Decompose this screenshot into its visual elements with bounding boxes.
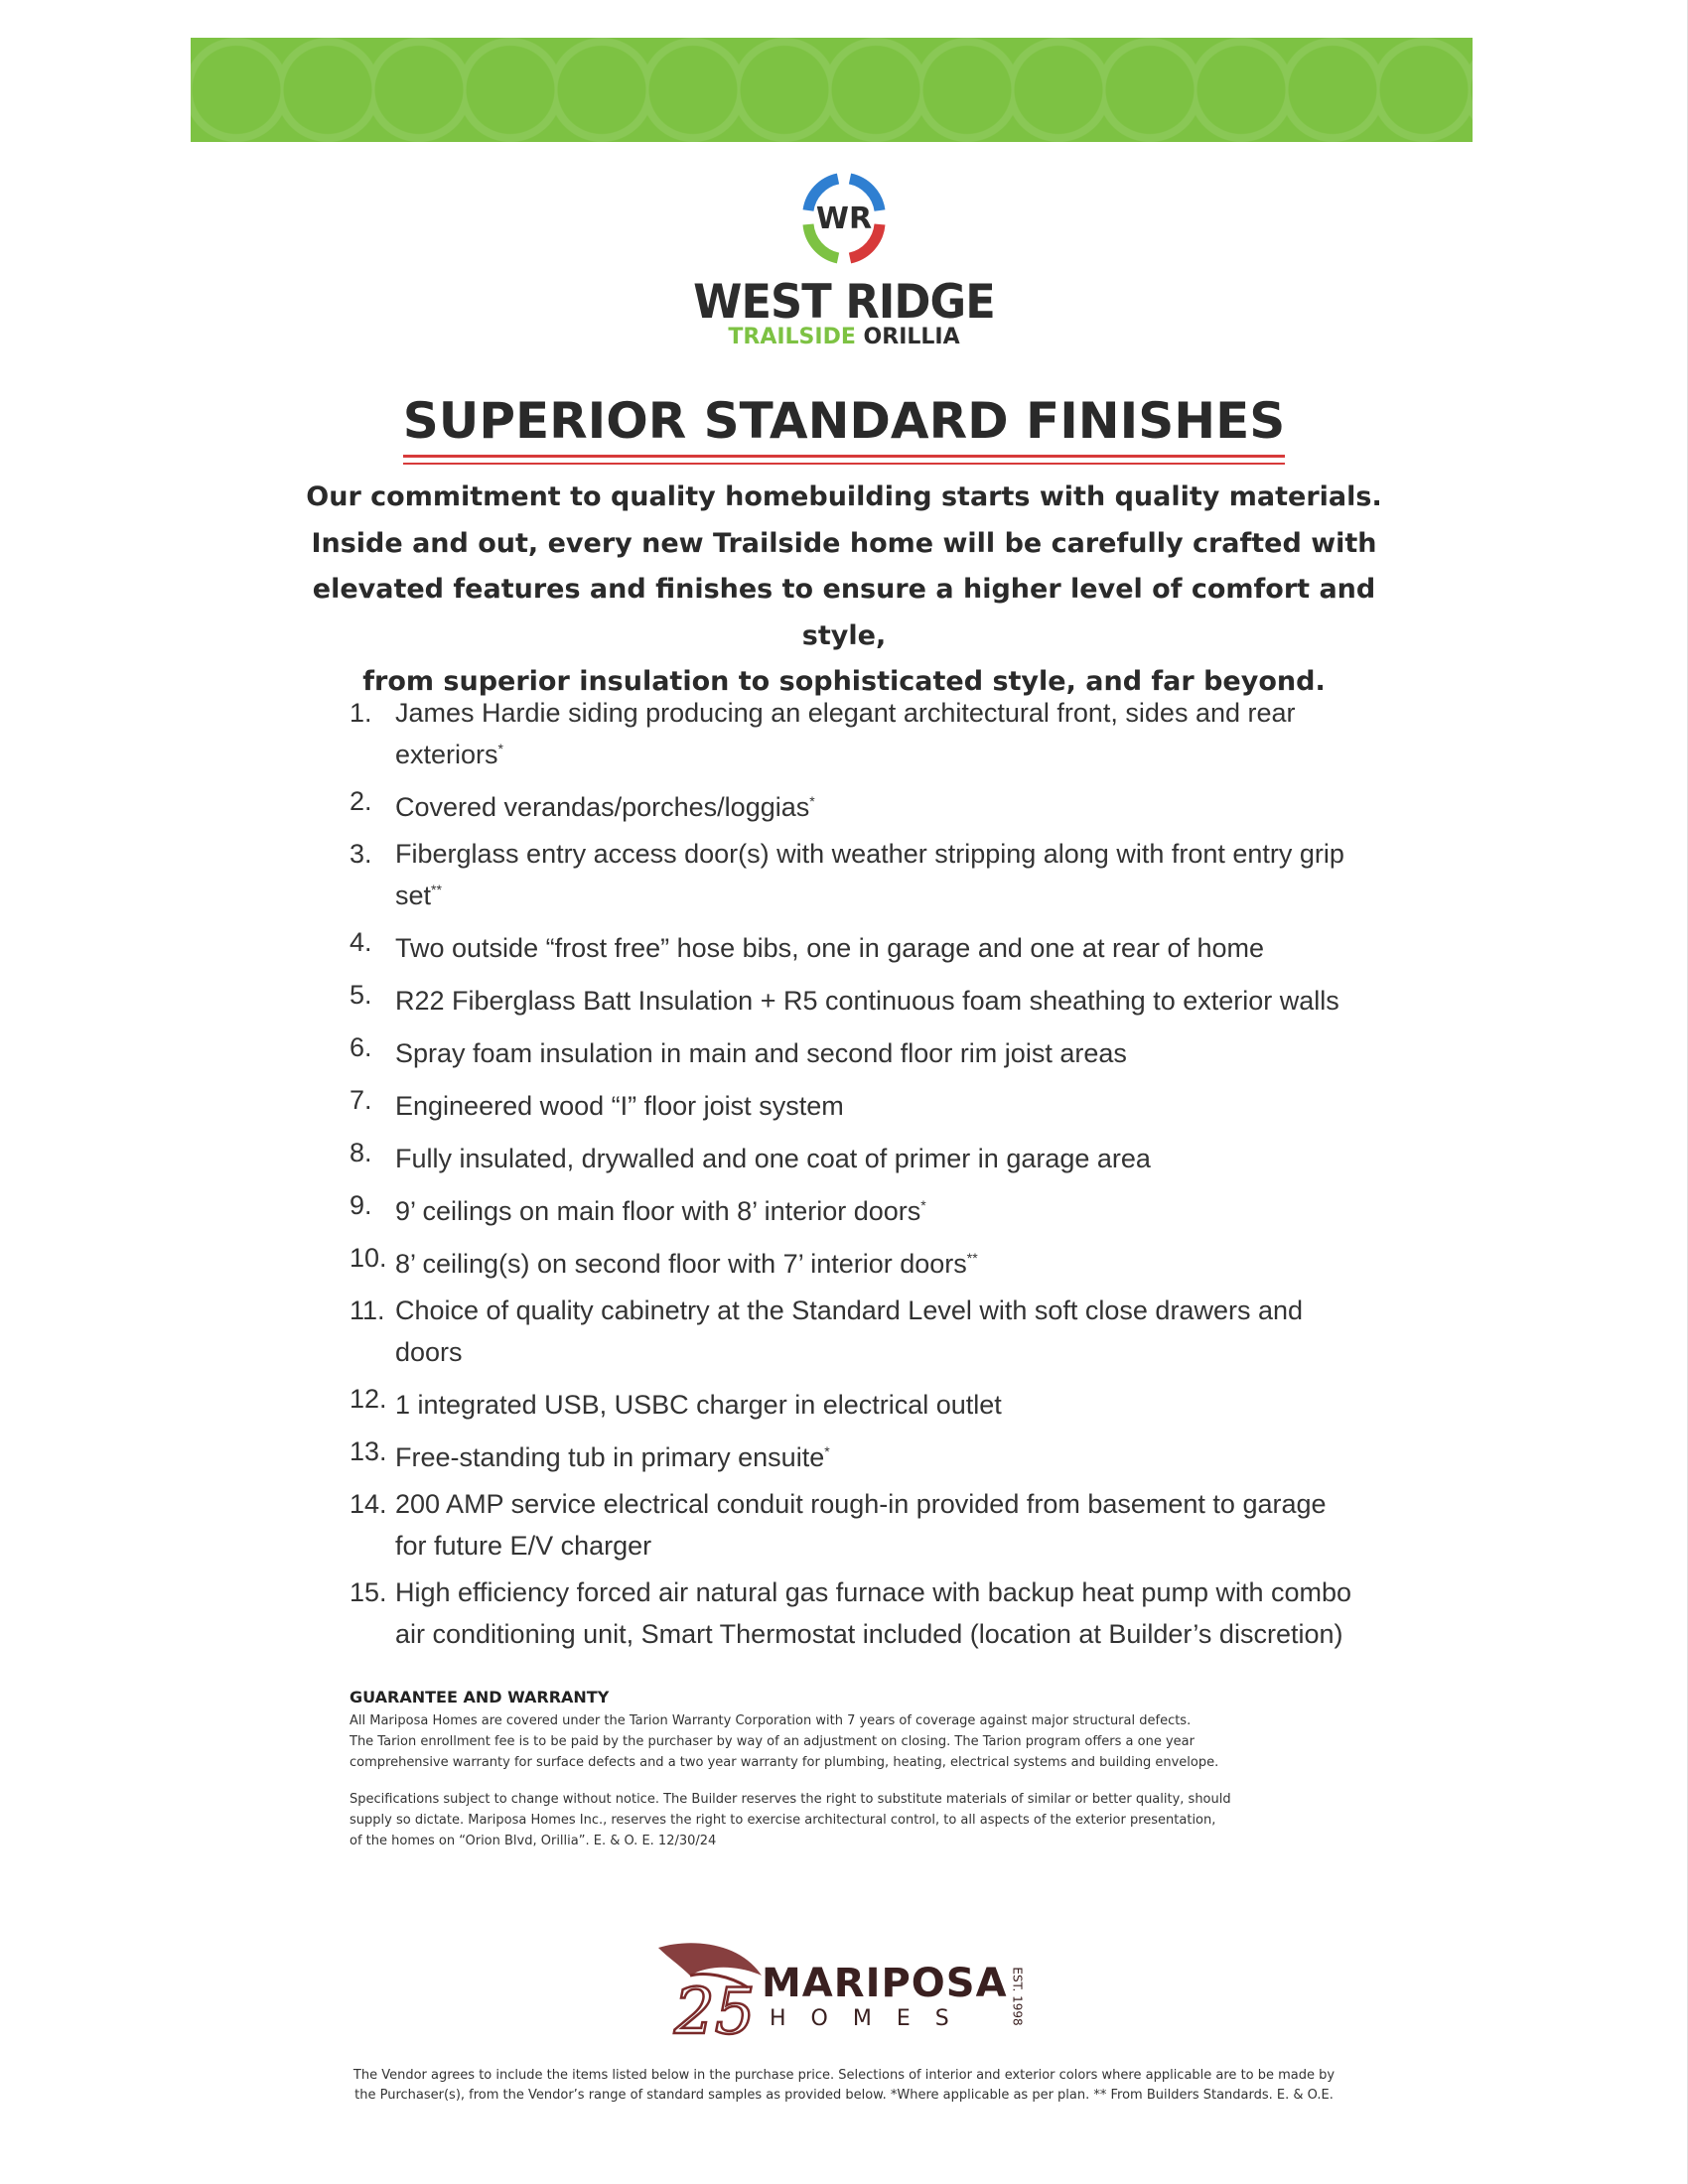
west-ridge-logo xyxy=(0,167,1688,349)
feature-item xyxy=(350,783,1352,825)
feature-mark: * xyxy=(920,1197,926,1213)
warranty-section xyxy=(350,1687,1323,1851)
feature-text: R22 Fiberglass Batt Insulation + R5 continuous foam sheathing to exterior walls xyxy=(395,986,1339,1016)
feature-item xyxy=(350,1486,1352,1564)
butterfly-25-icon xyxy=(650,1936,770,2045)
brand-sub-trailside: TRAILSIDE xyxy=(728,325,856,349)
feature-number: 1. xyxy=(350,698,372,728)
feature-mark: * xyxy=(497,741,503,756)
spec-line: of the homes on “Orion Blvd, Orillia”. E. & O. E. 12/30/24 xyxy=(350,1834,717,1848)
intro-line: from superior insulation to sophisticated style, and far beyond. xyxy=(362,666,1326,697)
feature-text: James Hardie siding producing an elegant architectural front, sides and rear exteriors xyxy=(395,698,1296,769)
feature-item xyxy=(350,924,1352,966)
feature-item xyxy=(350,836,1352,913)
feature-item xyxy=(350,1029,1352,1071)
warranty-line: The Tarion enrollment fee is to be paid by the purchaser by way of an adjustment on closing. The Tarion program offers a one year xyxy=(350,1734,1195,1749)
homes-label: HOMES xyxy=(770,2006,974,2031)
feature-mark: * xyxy=(809,793,815,809)
feature-text: Engineered wood “I” floor joist system xyxy=(395,1091,844,1121)
mariposa-name: MARIPOSA xyxy=(762,1961,1008,2006)
feature-item xyxy=(350,1240,1352,1282)
mariposa-homes-logo xyxy=(650,1936,1048,2045)
feature-text: Free-standing tub in primary ensuite xyxy=(395,1442,825,1472)
feature-mark: * xyxy=(824,1443,830,1459)
established-label: EST. 1998 xyxy=(1010,1967,1025,2026)
anniversary-number: 25 xyxy=(674,1976,756,2045)
feature-number: 7. xyxy=(350,1085,372,1115)
feature-number: 4. xyxy=(350,927,372,957)
feature-item xyxy=(350,695,1352,772)
spec-line: supply so dictate. Mariposa Homes Inc., reserves the right to exercise architectural control, to all aspects of the exterior presentation, xyxy=(350,1813,1216,1828)
feature-item xyxy=(350,1082,1352,1124)
feature-text: High efficiency forced air natural gas furnace with backup heat pump with combo air conditioning unit, Smart Thermostat included (location at Builder’s discretion) xyxy=(395,1577,1352,1649)
page-title: SUPERIOR STANDARD FINISHES xyxy=(403,391,1286,458)
warranty-line: All Mariposa Homes are covered under the Tarion Warranty Corporation with 7 years of coverage against major structural defects. xyxy=(350,1713,1192,1728)
feature-text: 8’ ceiling(s) on second floor with 7’ interior doors xyxy=(395,1249,967,1279)
intro-line: Our commitment to quality homebuilding starts with quality materials. xyxy=(306,481,1382,512)
features-list xyxy=(350,695,1352,1663)
feature-item xyxy=(350,1187,1352,1229)
feature-number: 13. xyxy=(350,1436,387,1466)
footnote-line: The Vendor agrees to include the items listed below in the purchase price. Selections of interior and exterior colors where applicable are to be made by xyxy=(352,2068,1336,2083)
warranty-body xyxy=(350,1710,1323,1773)
feature-item xyxy=(350,1293,1352,1370)
feature-text: 200 AMP service electrical conduit rough-in provided from basement to garage for future E/V charger xyxy=(395,1489,1327,1561)
feature-number: 2. xyxy=(350,786,372,816)
feature-number: 12. xyxy=(350,1384,387,1414)
header-banner xyxy=(191,38,1473,142)
feature-text: 9’ ceilings on main floor with 8’ interior doors xyxy=(395,1196,921,1226)
feature-number: 3. xyxy=(350,839,372,869)
feature-number: 8. xyxy=(350,1138,372,1167)
brand-sub-orillia: ORILLIA xyxy=(863,325,960,349)
warranty-line: comprehensive warranty for surface defects and a two year warranty for plumbing, heating, electrical systems and building envelope. xyxy=(350,1755,1219,1770)
brand-name: WEST RIDGE xyxy=(693,275,995,330)
feature-mark: ** xyxy=(966,1250,978,1266)
intro-line: Inside and out, every new Trailside home will be carefully crafted with xyxy=(311,527,1377,559)
feature-number: 11. xyxy=(350,1296,385,1325)
feature-number: 9. xyxy=(350,1190,372,1220)
feature-number: 15. xyxy=(350,1577,387,1607)
feature-item xyxy=(350,1433,1352,1475)
wr-emblem-icon xyxy=(782,167,906,276)
intro-paragraph xyxy=(298,475,1390,706)
vendor-footnote xyxy=(268,2066,1420,2106)
feature-number: 14. xyxy=(350,1489,387,1519)
intro-line: elevated features and finishes to ensure a higher level of comfort and style, xyxy=(312,574,1376,651)
feature-text: Spray foam insulation in main and second floor rim joist areas xyxy=(395,1038,1127,1068)
feature-text: Fiberglass entry access door(s) with weather stripping along with front entry grip set xyxy=(395,839,1344,910)
feature-item xyxy=(350,1574,1352,1652)
feature-text: 1 integrated USB, USBC charger in electrical outlet xyxy=(395,1390,1002,1420)
wr-monogram: WR xyxy=(815,202,873,236)
feature-number: 10. xyxy=(350,1243,387,1273)
feature-text: Two outside “frost free” hose bibs, one in garage and one at rear of home xyxy=(395,933,1265,963)
feature-text: Covered verandas/porches/loggias xyxy=(395,792,810,822)
footnote-line: the Purchaser(s), from the Vendor’s range of standard samples as provided below. *Where applicable as per plan. ** From Builders Standards. E. & O.E. xyxy=(354,2088,1334,2103)
feature-item xyxy=(350,1135,1352,1176)
feature-item xyxy=(350,1381,1352,1423)
specifications-note xyxy=(350,1789,1323,1851)
feature-number: 6. xyxy=(350,1032,372,1062)
feature-text: Choice of quality cabinetry at the Standard Level with soft close drawers and doors xyxy=(395,1296,1304,1367)
warranty-heading: GUARANTEE AND WARRANTY xyxy=(350,1688,610,1706)
feature-number: 5. xyxy=(350,980,372,1010)
feature-text: Fully insulated, drywalled and one coat of primer in garage area xyxy=(395,1144,1151,1173)
spec-line: Specifications subject to change without notice. The Builder reserves the right to substitute materials of similar or better quality, should xyxy=(350,1792,1231,1807)
feature-item xyxy=(350,977,1352,1019)
feature-mark: ** xyxy=(431,882,442,897)
